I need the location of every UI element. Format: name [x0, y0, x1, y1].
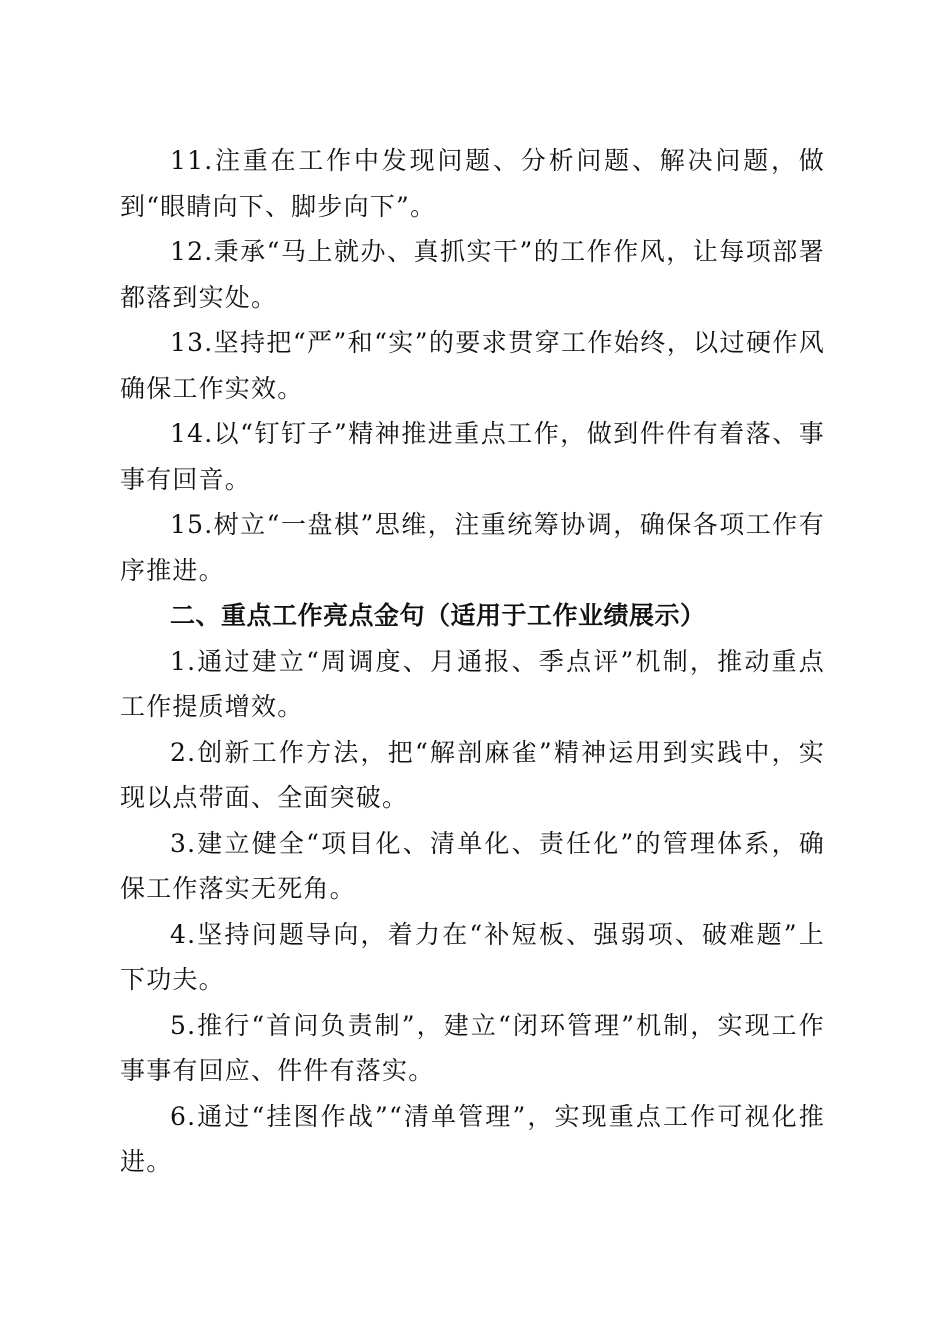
paragraph-item-2: 2.创新工作方法，把“解剖麻雀”精神运用到实践中，实现以点带面、全面突破。 [120, 737, 825, 812]
paragraph-item-5: 5.推行“首问负责制”，建立“闭环管理”机制，实现工作事事有回应、件件有落实。 [120, 1010, 825, 1085]
paragraph-item-4: 4.坚持问题导向，着力在“补短板、强弱项、破难题”上下功夫。 [120, 919, 825, 994]
document-body [120, 138, 825, 1185]
paragraph-item-12: 12.秉承“马上就办、真抓实干”的工作作风，让每项部署都落到实处。 [120, 237, 825, 312]
paragraph-item-1: 1.通过建立“周调度、月通报、季点评”机制，推动重点工作提质增效。 [120, 646, 825, 721]
paragraph-item-15: 15.树立“一盘棋”思维，注重统筹协调，确保各项工作有序推进。 [120, 510, 825, 585]
paragraph-item-6: 6.通过“挂图作战”“清单管理”，实现重点工作可视化推进。 [120, 1101, 825, 1176]
paragraph-item-14: 14.以“钉钉子”精神推进重点工作，做到件件有着落、事事有回音。 [120, 419, 825, 494]
paragraph-item-3: 3.建立健全“项目化、清单化、责任化”的管理体系，确保工作落实无死角。 [120, 828, 825, 903]
paragraph-item-13: 13.坚持把“严”和“实”的要求贯穿工作始终，以过硬作风确保工作实效。 [120, 328, 825, 403]
paragraph-item-11: 11.注重在工作中发现问题、分析问题、解决问题，做到“眼睛向下、脚步向下”。 [120, 146, 825, 221]
section-heading: 二、重点工作亮点金句（适用于工作业绩展示） [170, 601, 706, 630]
